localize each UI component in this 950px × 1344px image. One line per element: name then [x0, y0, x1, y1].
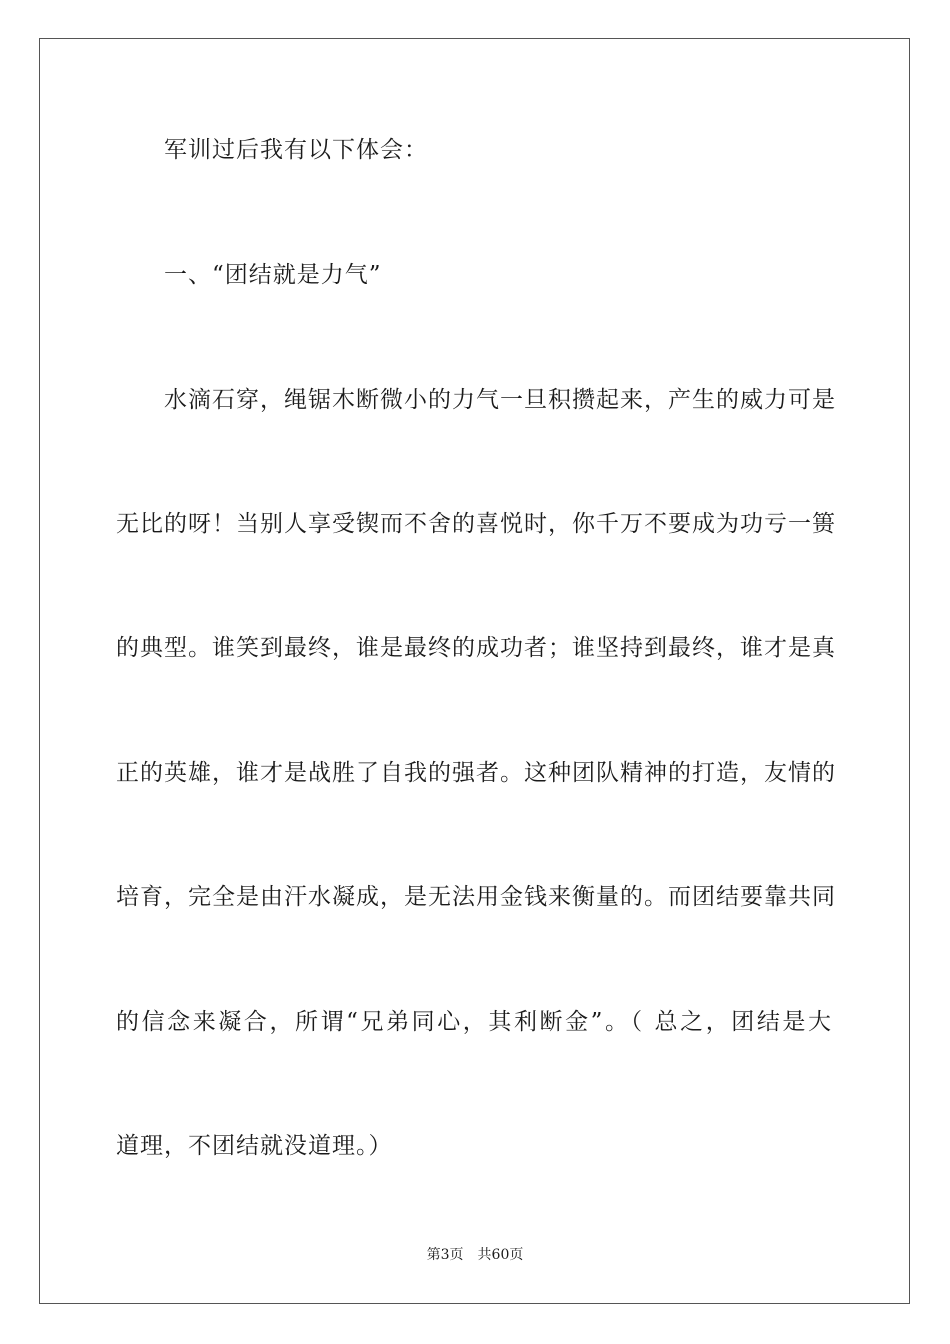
paragraph-3-line-3 — [116, 633, 836, 663]
paragraph-3-line-2-text: 无比的呀！当别人享受锲而不舍的喜悦时，你千万不要成为功亏一篑 — [116, 511, 836, 537]
paragraph-3-line-5 — [116, 882, 836, 912]
paragraph-3-line-4 — [116, 758, 836, 788]
page-number: 第3页 — [426, 1247, 464, 1263]
page-frame — [39, 38, 910, 1304]
paragraph-1-line-1: 军训过后我有以下体会： — [164, 137, 428, 163]
paragraph-3-line-2 — [116, 509, 836, 539]
page-footer — [0, 1246, 950, 1264]
paragraph-3-line-1 — [164, 385, 836, 415]
section-heading: 一、“团结就是力气” — [164, 262, 382, 288]
paragraph-3-line-4-text: 正的英雄，谁才是战胜了自我的强者。这种团队精神的打造，友情的 — [116, 760, 836, 786]
paragraph-3-line-3-text: 的典型。谁笑到最终，谁是最终的成功者；谁坚持到最终，谁才是真 — [116, 635, 836, 661]
paragraph-3-line-7: 道理，不团结就没道理。） — [116, 1133, 393, 1159]
paragraph-3-line-6-text: 的信念来凝合，所谓“兄弟同心，其利断金”。（ 总之，团结是大 — [116, 1009, 832, 1035]
paragraph-3-line-1-text: 水滴石穿，绳锯木断微小的力气一旦积攒起来，产生的威力可是 — [164, 387, 836, 413]
paragraph-3-line-5-text: 培育，完全是由汗水凝成，是无法用金钱来衡量的。而团结要靠共同 — [116, 884, 836, 910]
total-pages: 共60页 — [477, 1247, 524, 1263]
paragraph-3-line-6 — [116, 1007, 836, 1037]
